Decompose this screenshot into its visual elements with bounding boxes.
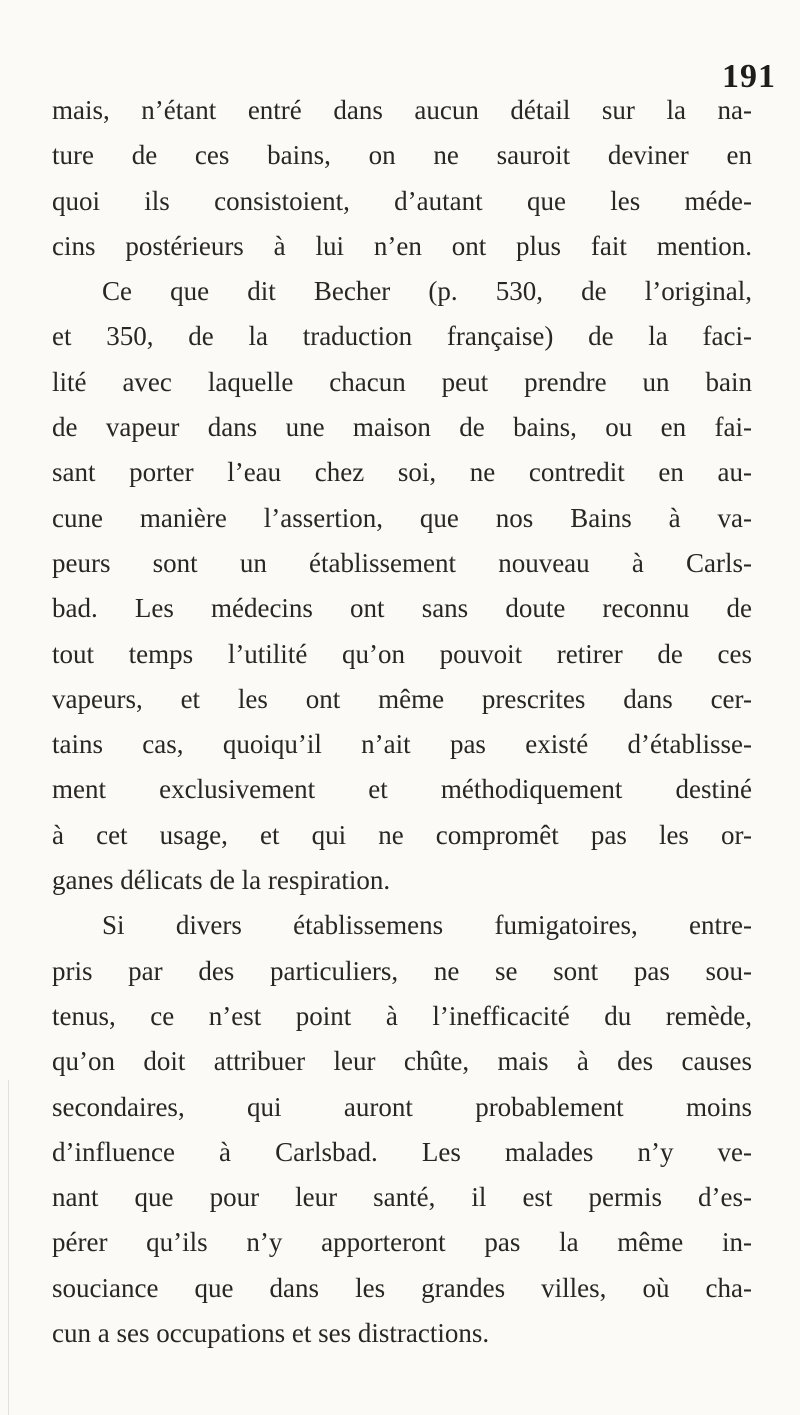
text-line: d’influence à Carlsbad. Les malades n’y ve- <box>52 1136 752 1167</box>
text-line: et 350, de la traduction française) de la faci- <box>52 321 752 352</box>
text-line: cins postérieurs à lui n’en ont plus fait mention. <box>52 230 752 261</box>
body-text <box>52 88 752 1356</box>
text-line: ment exclusivement et méthodiquement destiné <box>52 774 752 805</box>
text-line: peurs sont un établissement nouveau à Carls- <box>52 547 752 578</box>
text-line: vapeurs, et les ont même prescrites dans cer- <box>52 683 752 714</box>
page-number: 191 <box>722 58 776 95</box>
text-line: bad. Les médecins ont sans doute reconnu de <box>52 593 752 624</box>
text-line: pris par des particuliers, ne se sont pas sou- <box>52 955 752 986</box>
text-line: tout temps l’utilité qu’on pouvoit retirer de ces <box>52 638 752 669</box>
text-line: nant que pour leur santé, il est permis d’es- <box>52 1182 752 1213</box>
text-line: tains cas, quoiqu’il n’ait pas existé d’établisse- <box>52 729 752 760</box>
text-line: cune manière l’assertion, que nos Bains à va- <box>52 502 752 533</box>
text-line: cun a ses occupations et ses distractions. <box>52 1318 490 1349</box>
text-line: sant porter l’eau chez soi, ne contredit en au- <box>52 457 752 488</box>
text-line: Si divers établissemens fumigatoires, entre- <box>102 910 752 941</box>
text-line: Ce que dit Becher (p. 530, de l’original, <box>102 276 752 307</box>
text-line: à cet usage, et qui ne compromêt pas les or- <box>52 819 752 850</box>
text-line: lité avec laquelle chacun peut prendre un bain <box>52 366 752 397</box>
text-line: tenus, ce n’est point à l’inefficacité du remède, <box>52 1000 752 1031</box>
page-binding-edge <box>0 1080 9 1415</box>
text-line: ture de ces bains, on ne sauroit deviner en <box>52 140 752 171</box>
text-line: souciance que dans les grandes villes, où cha- <box>52 1272 752 1303</box>
text-line: mais, n’étant entré dans aucun détail sur la na- <box>52 95 752 125</box>
text-line: quoi ils consistoient, d’autant que les méde- <box>52 185 752 216</box>
text-line: pérer qu’ils n’y apporteront pas la même in- <box>52 1227 752 1258</box>
text-line: secondaires, qui auront probablement moins <box>52 1091 752 1122</box>
text-line: qu’on doit attribuer leur chûte, mais à des causes <box>52 1046 752 1077</box>
text-line: de vapeur dans une maison de bains, ou en fai- <box>52 412 752 443</box>
text-line: ganes délicats de la respiration. <box>52 865 391 896</box>
